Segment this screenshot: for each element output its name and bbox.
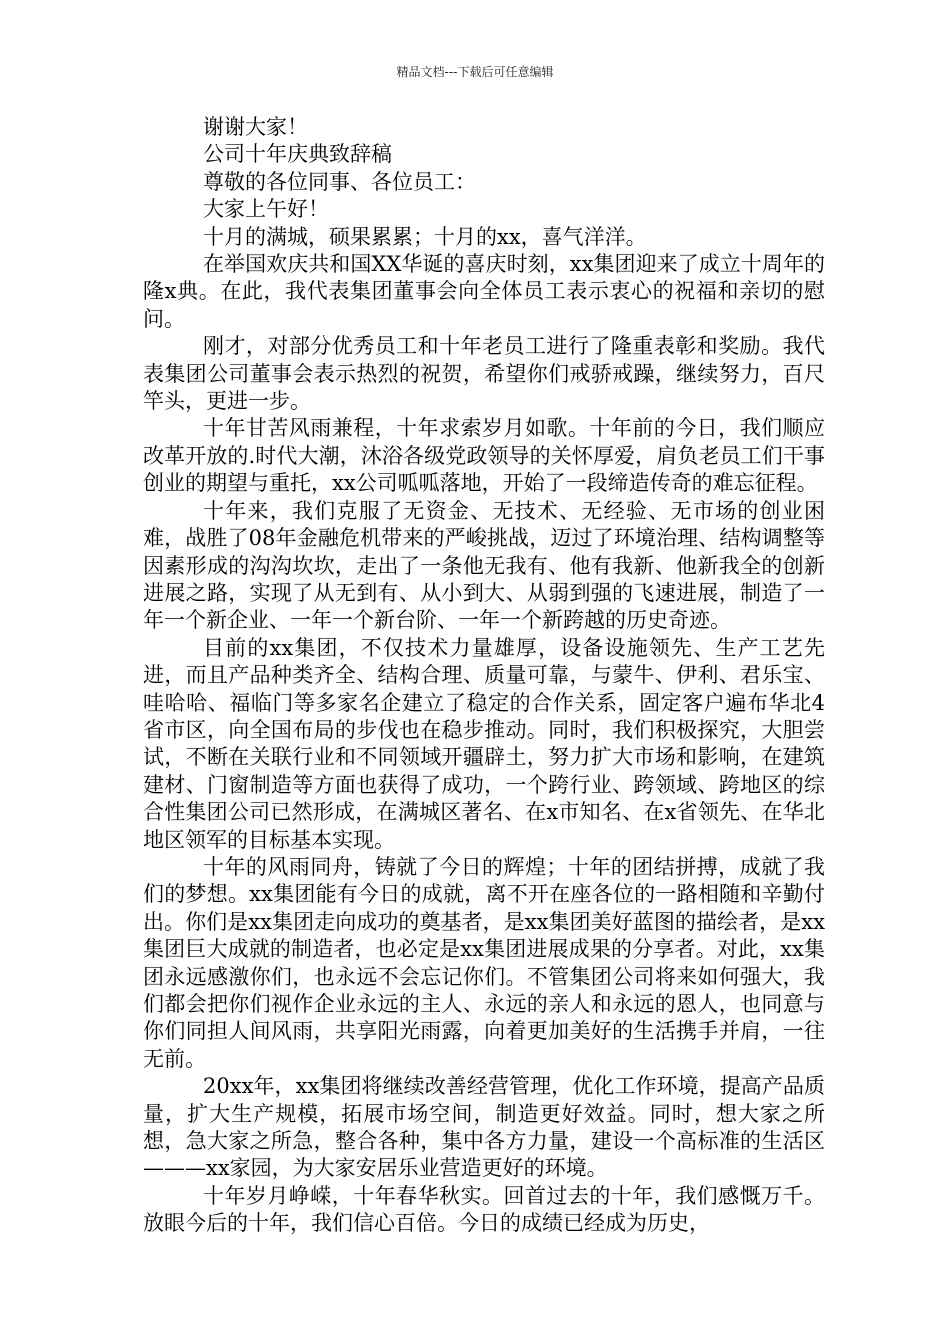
paragraph: 在举国欢庆共和国XX华诞的喜庆时刻，xx集团迎来了成立十周年的隆x典。在此，我代表集团董事会向全体员工表示衷心的祝福和亲切的慰问。 <box>143 252 825 331</box>
paragraph: 十年的风雨同舟，铸就了今日的辉煌；十年的团结拼搏，成就了我们的梦想。xx集团能有今日的成就，离不开在座各位的一路相随和辛勤付出。你们是xx集团走向成功的奠基者，是xx集团美好蓝图的描绘者，是xx集团巨大成就的制造者，也必定是xx集团进展成果的分享者。对此，xx集团永远感激你们，也永远不会忘记你们。不管集团公司将来如何强大，我们都会把你们视作企业永远的主人、永远的亲人和永远的恩人，也同意与你们同担人间风雨，共享阳光雨露，向着更加美好的生活携手并肩，一往无前。 <box>143 854 825 1071</box>
salutation: 尊敬的各位同事、各位员工： <box>203 169 476 194</box>
opening-line: 十月的满城，硕果累累；十月的xx，喜气洋洋。 <box>203 224 647 249</box>
greeting: 大家上午好！ <box>203 197 329 222</box>
paragraph: 十年甘苦风雨兼程，十年求索岁月如歌。十年前的今日，我们顺应改革开放的.时代大潮，沐浴各级党政领导的关怀厚爱，肩负老员工们干事创业的期望与重托，xx公司呱呱落地，开始了一段缔造传奇的难忘征程。 <box>143 416 825 496</box>
document-body <box>143 114 825 1238</box>
paragraph: 刚才，对部分优秀员工和十年老员工进行了隆重表彰和奖励。我代表集团公司董事会表示热烈的祝贺，希望你们戒骄戒躁，继续努力，百尺竿头，更进一步。 <box>143 334 825 414</box>
closing-thanks: 谢谢大家！ <box>203 115 308 139</box>
page-header-note: 精品文档---下载后可任意编辑 <box>396 65 554 79</box>
document-title: 公司十年庆典致辞稿 <box>203 142 392 167</box>
paragraph: 十年来，我们克服了无资金、无技术、无经验、无市场的创业困难，战胜了08年金融危机带来的严峻挑战，迈过了环境治理、结构调整等因素形成的沟沟坎坎，走出了一条他无我有、他有我新、他新我全的创新进展之路，实现了从无到有、从小到大、从弱到强的飞速进展，制造了一年一个新企业、一年一个新台阶、一年一个新跨越的历史奇迹。 <box>143 498 825 633</box>
paragraph: 目前的xx集团，不仅技术力量雄厚，设备设施领先、生产工艺先进，而且产品种类齐全、结构合理、质量可靠，与蒙牛、伊利、君乐宝、哇哈哈、福临门等多家名企建立了稳定的合作关系，固定客户遍布华北4省市区，向全国布局的步伐也在稳步推动。同时，我们积极探究，大胆尝试，不断在关联行业和不同领域开疆辟土，努力扩大市场和影响，在建筑建材、门窗制造等方面也获得了成功，一个跨行业、跨领域、跨地区的综合性集团公司已然形成，在满城区著名、在x市知名、在x省领先、在华北地区领军的目标基本实现。 <box>143 635 825 852</box>
paragraph: 十年岁月峥嵘，十年春华秋实。回首过去的十年，我们感慨万千。放眼今后的十年，我们信心百倍。今日的成绩已经成为历史， <box>143 1183 825 1236</box>
paragraph: 20xx年，xx集团将继续改善经营管理，优化工作环境，提高产品质量，扩大生产规模，拓展市场空间，制造更好效益。同时，想大家之所想，急大家之所急，整合各种，集中各方力量，建设一个高标准的生活区———xx家园，为大家安居乐业营造更好的环境。 <box>143 1074 825 1181</box>
